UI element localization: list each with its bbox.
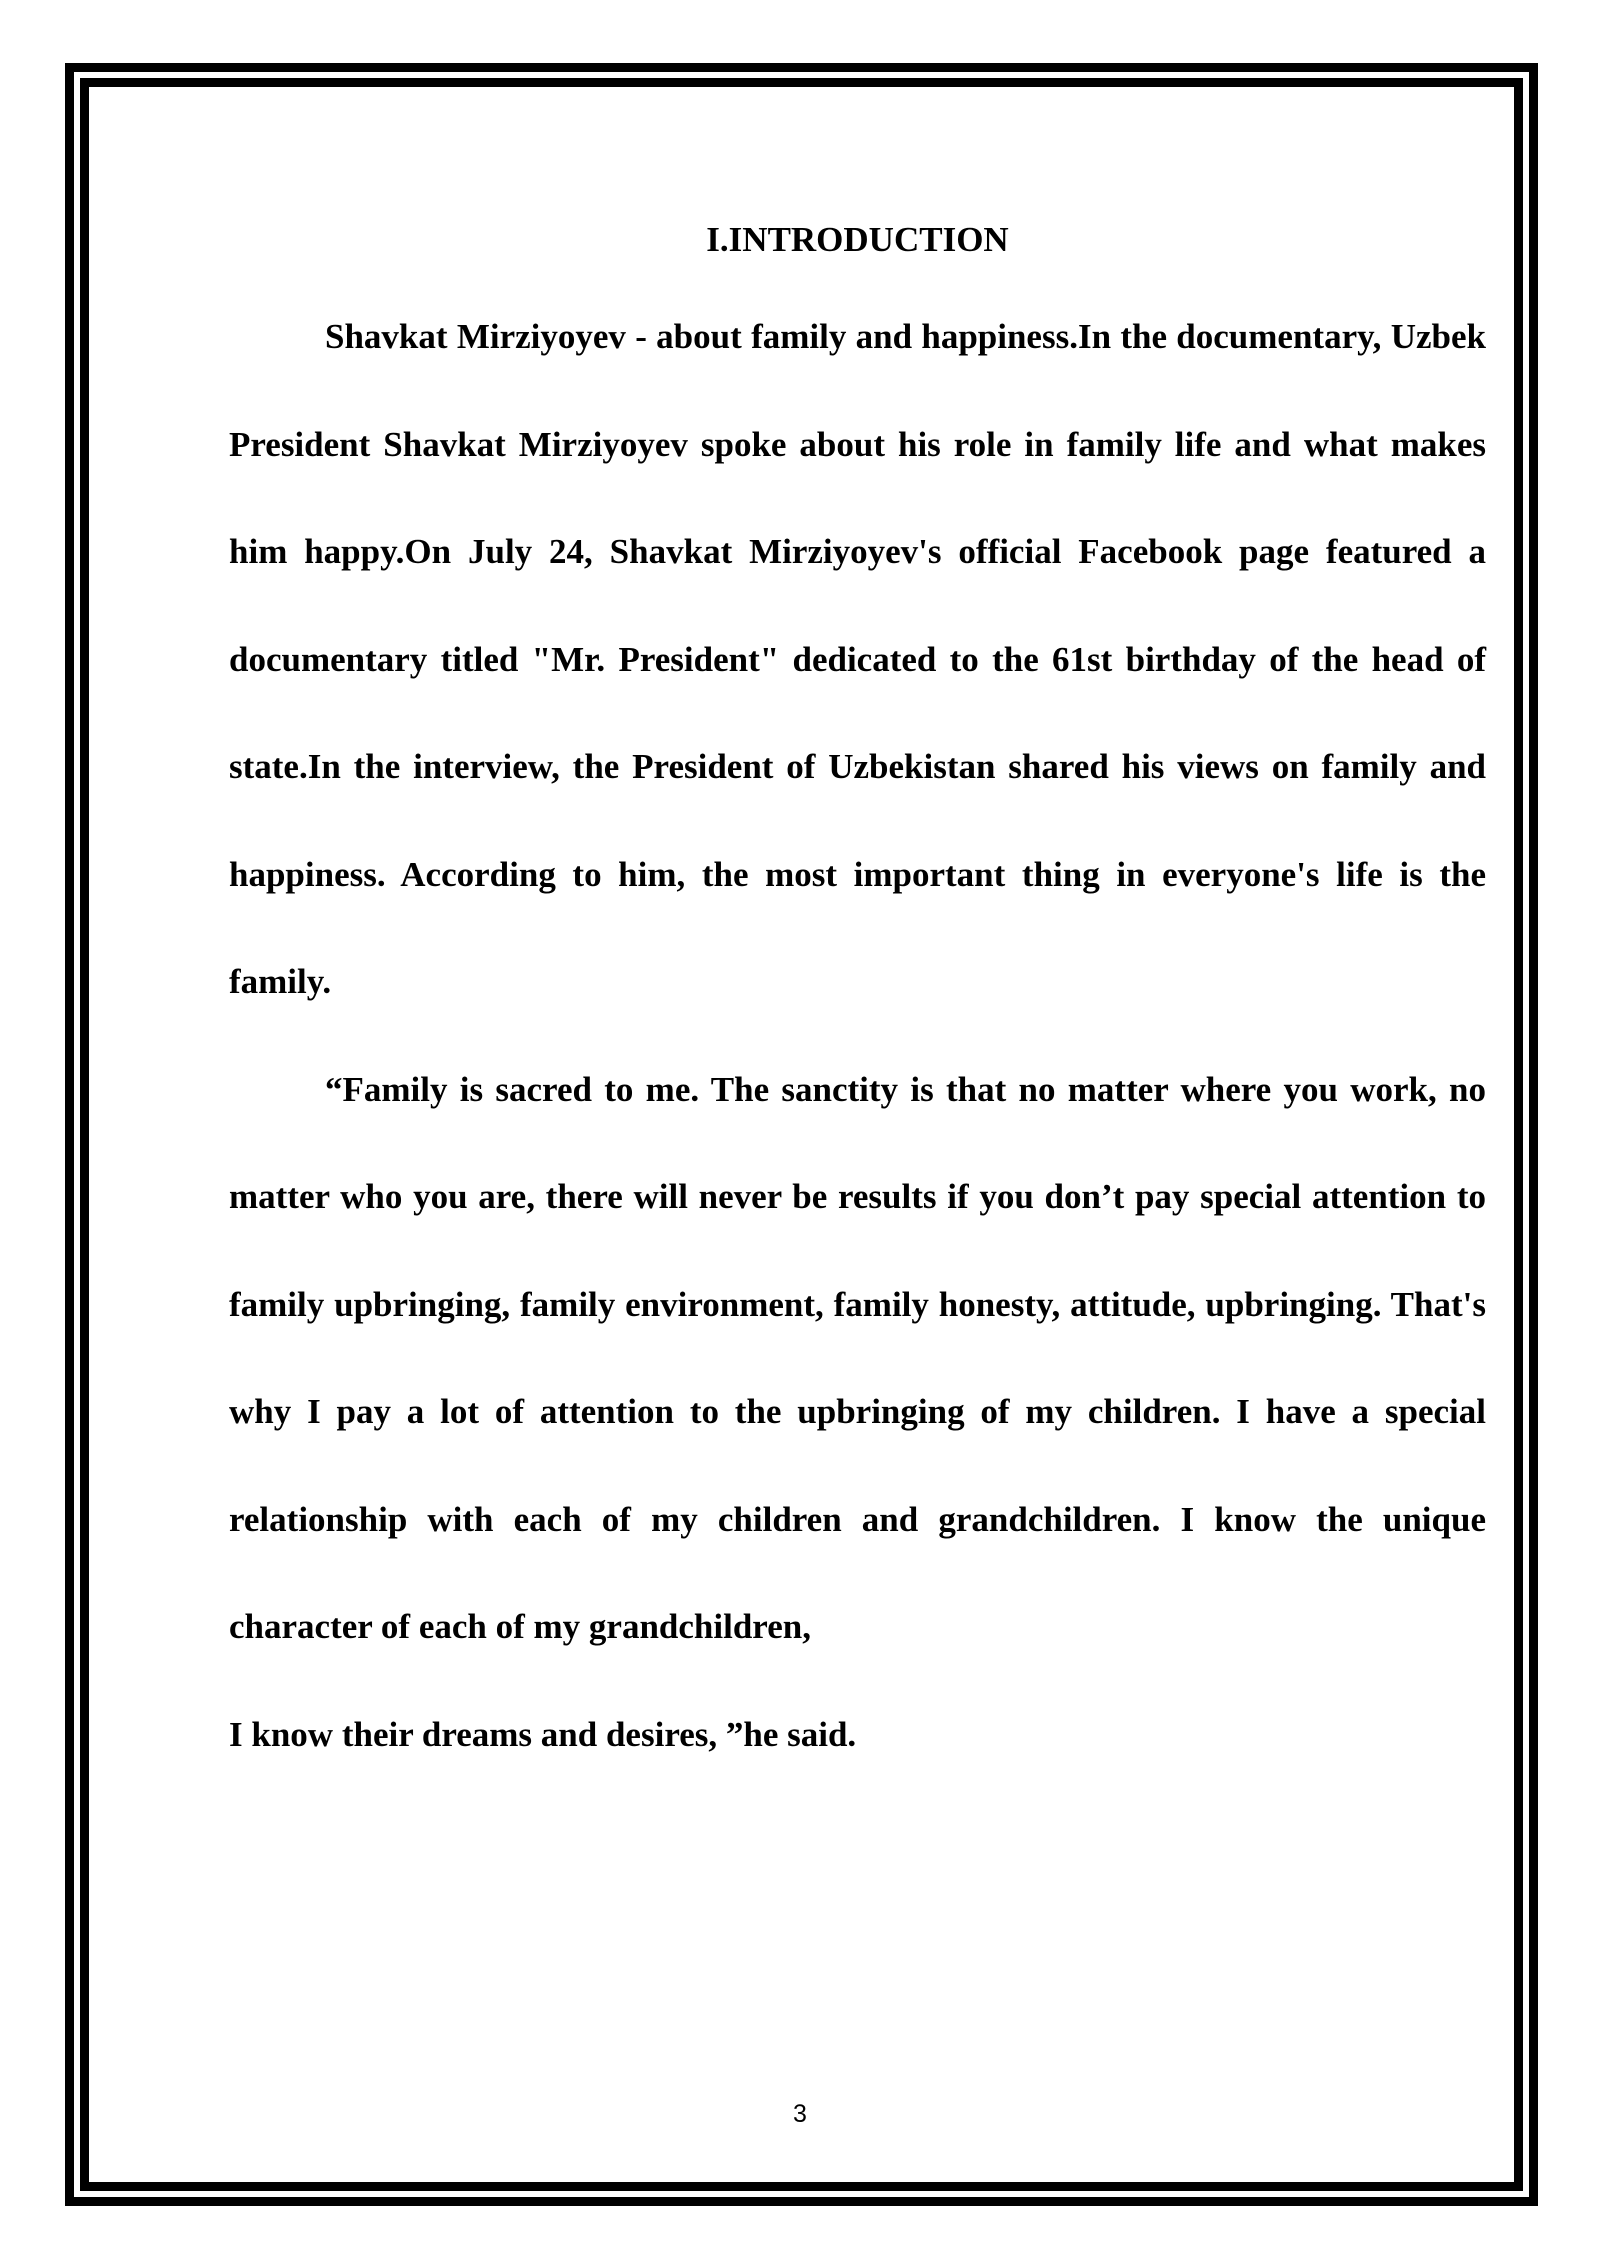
document-body (229, 196, 1486, 1788)
paragraph-1: Shavkat Mirziyoyev - about family and happiness.In the documentary, Uzbek President Shavkat Mirziyoyev spoke about his role in family life and what makes him happy.On July 24, Shavkat Mirziyoyev's official Facebook page featured a documentary titled "Mr. President" dedicated to the 61st birthday of the head of state.In the interview, the President of Uzbekistan shared his views on family and happiness. According to him, the most important thing in everyone's life is the family. (229, 317, 1486, 1001)
section-heading: I.INTRODUCTION (706, 220, 1009, 259)
closing-line: I know their dreams and desires, ”he said. (229, 1714, 857, 1754)
paragraph-2: “Family is sacred to me. The sanctity is that no matter where you work, no matter who you are, there will never be results if you don’t pay special attention to family upbringing, family environment, family honesty, attitude, upbringing. That's why I pay a lot of attention to the upbringing of my children. I have a special relationship with each of my children and grandchildren. I know the unique character of each of my grandchildren, (229, 1069, 1486, 1646)
page-number: 3 (793, 2100, 807, 2128)
